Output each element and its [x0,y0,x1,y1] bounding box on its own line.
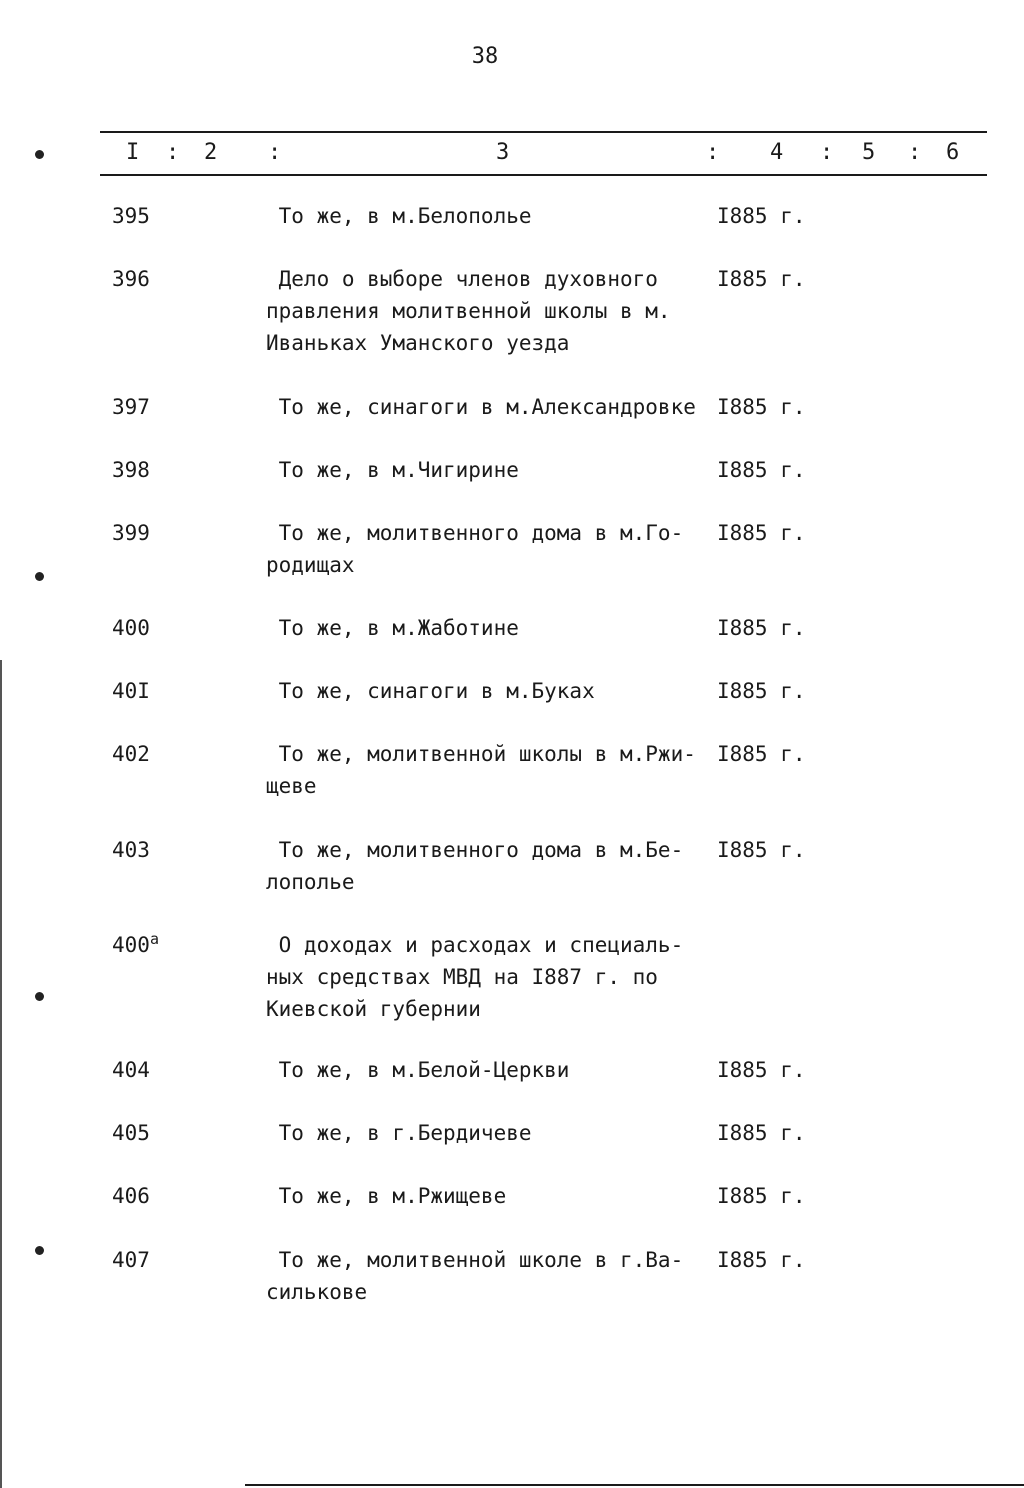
header-sep-5: : [908,140,922,165]
row-description: О доходах и расходах и специаль- ных средствах МВД на I887 г. по Киевской губернии [266,933,684,1021]
row-number: 396 [112,267,150,291]
scan-edge-line [0,660,2,1488]
header-col-4: 4 [770,140,784,165]
row-number: 403 [112,838,150,862]
binder-hole-mark [35,1246,44,1255]
binder-hole-mark [35,572,44,581]
row-description: То же, синагоги в м.Буках [266,679,595,703]
row-number: $400^а$ [112,930,159,957]
row-date: I885 г. [717,521,806,545]
row-number: 405 [112,1121,150,1145]
row-date: I885 г. [717,838,806,862]
row-description: То же, молитвенного дома в м.Бе- лополье [266,838,684,894]
row-description: То же, молитвенного дома в м.Го- родищах [266,521,684,577]
row-date: I885 г. [717,1121,806,1145]
row-number: 404 [112,1058,150,1082]
row-description: То же, молитвенной школы в м.Ржи- щеве [266,742,696,798]
row-number: 399 [112,521,150,545]
row-date: I885 г. [717,679,806,703]
header-sep-2: : [268,140,282,165]
row-number: 400 [112,616,150,640]
header-col-6: 6 [946,140,960,165]
row-description: То же, в м.Жаботине [266,616,519,640]
row-description: То же, синагоги в м.Александровке [266,395,696,419]
row-description: То же, в м.Белополье [266,204,532,228]
row-number: 397 [112,395,150,419]
table-header-bottom-rule [100,174,987,176]
row-date: I885 г. [717,395,806,419]
header-col-5: 5 [862,140,876,165]
row-date: I885 г. [717,458,806,482]
row-number: 407 [112,1248,150,1272]
header-sep-1: : [166,140,180,165]
scan-bottom-edge [245,1484,1024,1486]
row-number: 398 [112,458,150,482]
binder-hole-mark [35,150,44,159]
row-description: То же, в г.Бердичеве [266,1121,532,1145]
row-number: 406 [112,1184,150,1208]
binder-hole-mark [35,992,44,1001]
row-number: 40I [112,679,150,703]
header-sep-4: : [820,140,834,165]
row-number: 402 [112,742,150,766]
row-description: То же, в м.Чигирине [266,458,519,482]
row-description: То же, в м.Ржищеве [266,1184,507,1208]
header-col-3: 3 [496,140,510,165]
row-description: Дело о выборе членов духовного правления молитвенной школы в м. Иванькаx Уманского уезда [266,267,671,355]
row-date: I885 г. [717,742,806,766]
header-col-1: I [126,140,140,165]
header-col-2: 2 [204,140,218,165]
row-date: I885 г. [717,267,806,291]
row-date: I885 г. [717,616,806,640]
row-date: I885 г. [717,1058,806,1082]
row-date: I885 г. [717,1248,806,1272]
row-date: I885 г. [717,1184,806,1208]
row-description: То же, молитвенной школе в г.Ва- силькове [266,1248,684,1304]
table-header [0,140,1024,168]
page-number: 38 [471,44,499,69]
row-description: То же, в м.Белой-Церкви [266,1058,570,1082]
header-sep-3: : [706,140,720,165]
row-number: 395 [112,204,150,228]
table-header-top-rule [100,131,987,133]
row-date: I885 г. [717,204,806,228]
